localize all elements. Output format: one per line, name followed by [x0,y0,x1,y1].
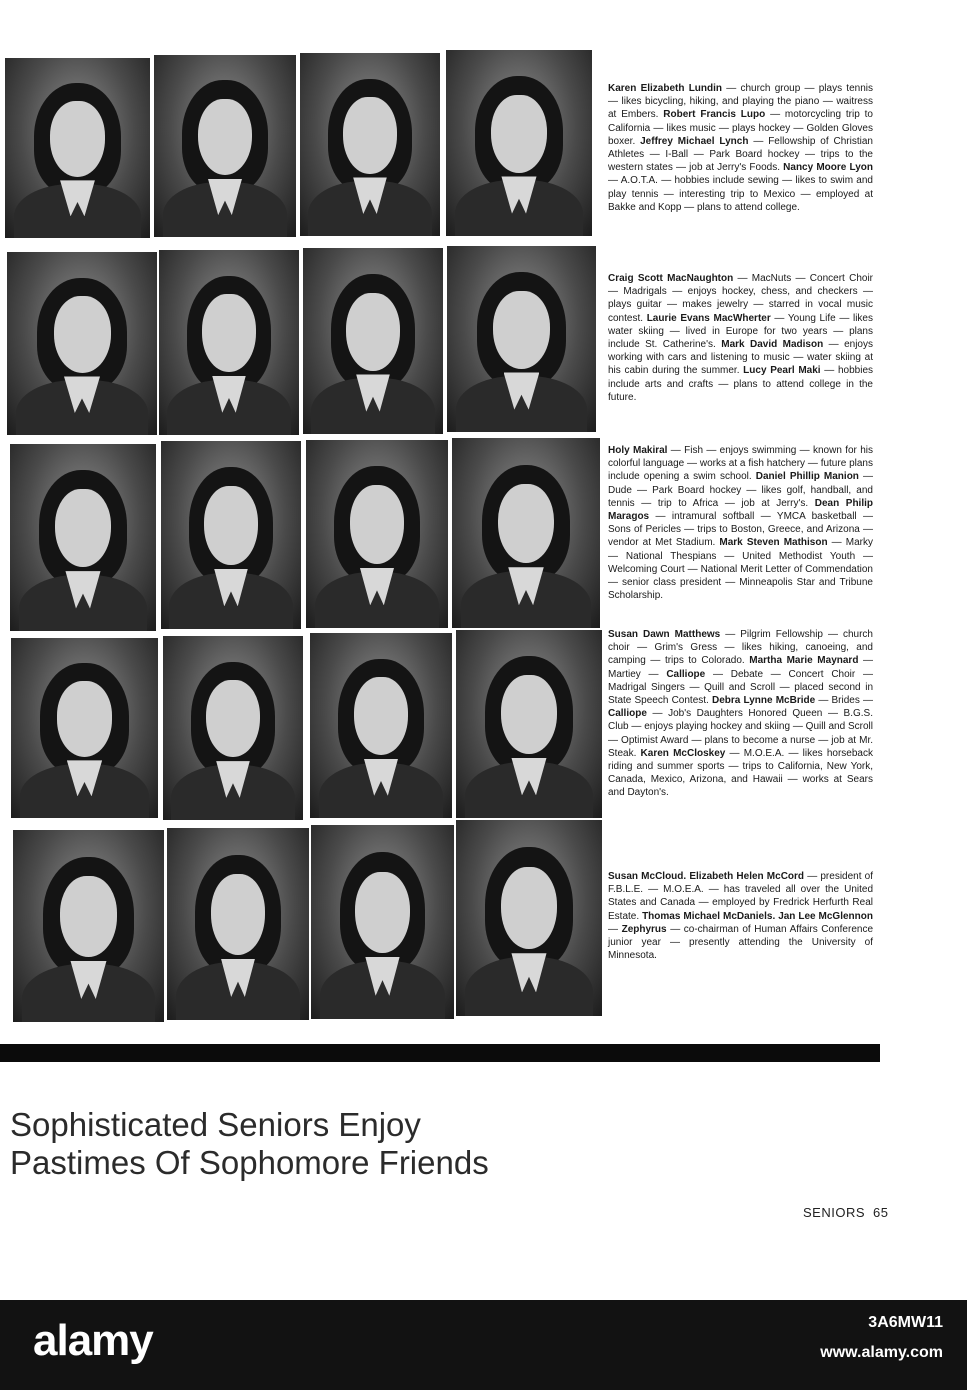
bio-paragraph: Susan Dawn Matthews — Pilgrim Fellowship — church choir — Grim's Gress — likes hiking, canoeing, and camping — trips to Colorado. Martha Marie Maynard — Martiey — Calliope — Debate — Concert Choir — Madrigal Singers — Quill and Scroll — placed second in State Speech Contest. Debra Lynne McBride — Brides — Calliope — Job's Daughters Honored Queen — B.G.S. Club — enjoys playing hockey and skiing — Quill and Scroll — Optimist Award — plans to become a nurse — job at Mr. Steak. Karen McCloskey — M.O.E.A. — likes horseback riding and summer sports — trips to California, New York, Canada, Mexico, Arizona, and Hawaii — works at Sears and Dayton's. [608,629,874,799]
section-label: SENIORS [803,1205,866,1220]
alamy-logo: alamy [33,1316,153,1365]
page-headline [10,1106,710,1182]
headline-line-1: Sophisticated Seniors Enjoy [10,1106,421,1143]
portrait-photo [310,633,452,818]
bio-paragraph: Holy Makiral — Fish — enjoys swimming — known for his colorful language — works at a fish hatchery — future plans include opening a swim school. Daniel Phillip Manion — Dude — Park Board hockey — likes golf, handball, and tennis — trip to Africa — job at Jerry's. Dean Philip Maragos — intramural softball — YMCA basketball — Sons of Pericles — trips to Boston, Greece, and Arizona — vendor at Met Stadium. Mark Steven Mathison — Marky — National Thespians — United Methodist Youth — Welcoming Court — National Merit Letter of Commendation — senior class president — Minneapolis Star and Tribune Scholarship. [608,445,874,602]
portrait-photo [306,440,448,628]
portrait-photo [311,825,454,1019]
image-id: 3A6MW11 [868,1314,943,1331]
watermark-url: www.alamy.com [820,1344,943,1361]
bio-paragraph: Susan McCloud. Elizabeth Helen McCord — president of F.B.L.E. — M.O.E.A. — has traveled all over the United States and Canada — employed by Fredrick Herfurth Real Estate. Thomas Michael McDaniels. Jan Lee McGlennon — Zephyrus — co-chairman of Human Affairs Conference junior year — presently attending the University of Minnesota. [608,871,874,962]
portrait-photo [161,441,301,629]
horizontal-rule [0,1044,880,1062]
page-folio [803,1205,888,1220]
portrait-photo [163,636,303,820]
portrait-photo [300,53,440,236]
portrait-photo [452,438,600,628]
portrait-photo [7,252,157,435]
headline-line-2: Pastimes Of Sophomore Friends [10,1144,489,1181]
portrait-photo [5,58,150,238]
portrait-photo [154,55,296,237]
bio-paragraph: Craig Scott MacNaughton — MacNuts — Concert Choir — Madrigals — enjoys hockey, chess, and checkers — plays guitar — makes jewelry — starred in vocal music contest. Laurie Evans MacWherter — Young Life — likes water skiing — lived in Europe for two years — plans include St. Catherine's. Mark David Madison — enjoys working with cars and listening to music — water skiing at his cabin during the summer. Lucy Pearl Maki — hobbies include arts and crafts — plans to attend college in the future. [608,273,873,403]
portrait-photo [10,444,156,631]
portrait-photo [13,830,164,1022]
portrait-photo [159,250,299,435]
portrait-photo [456,630,602,818]
portrait-photo [303,248,443,434]
portrait-photo [447,246,596,432]
bio-paragraph: Karen Elizabeth Lundin — church group — plays tennis — likes bicycling, hiking, and playing the piano — waitress at Embers. Robert Francis Lupo — motorcycling trip to California — likes music — plays hockey — Golden Gloves boxer. Jeffrey Michael Lynch — Fellowship of Christian Athletes — I-Ball — Park Board hockey — trips to the western states — job at Jerry's Foods. Nancy Moore Lyon — A.O.T.A. — hobbies include sewing — likes to swim and play tennis — interesting trip to Mexico — employed at Bakke and Kopp — plans to attend college. [608,83,873,213]
portrait-photo [11,638,158,818]
watermark-banner [0,1300,967,1390]
portrait-photo [167,828,309,1020]
portrait-photo [456,820,602,1016]
page-number: 65 [873,1205,889,1220]
portrait-photo [446,50,592,236]
